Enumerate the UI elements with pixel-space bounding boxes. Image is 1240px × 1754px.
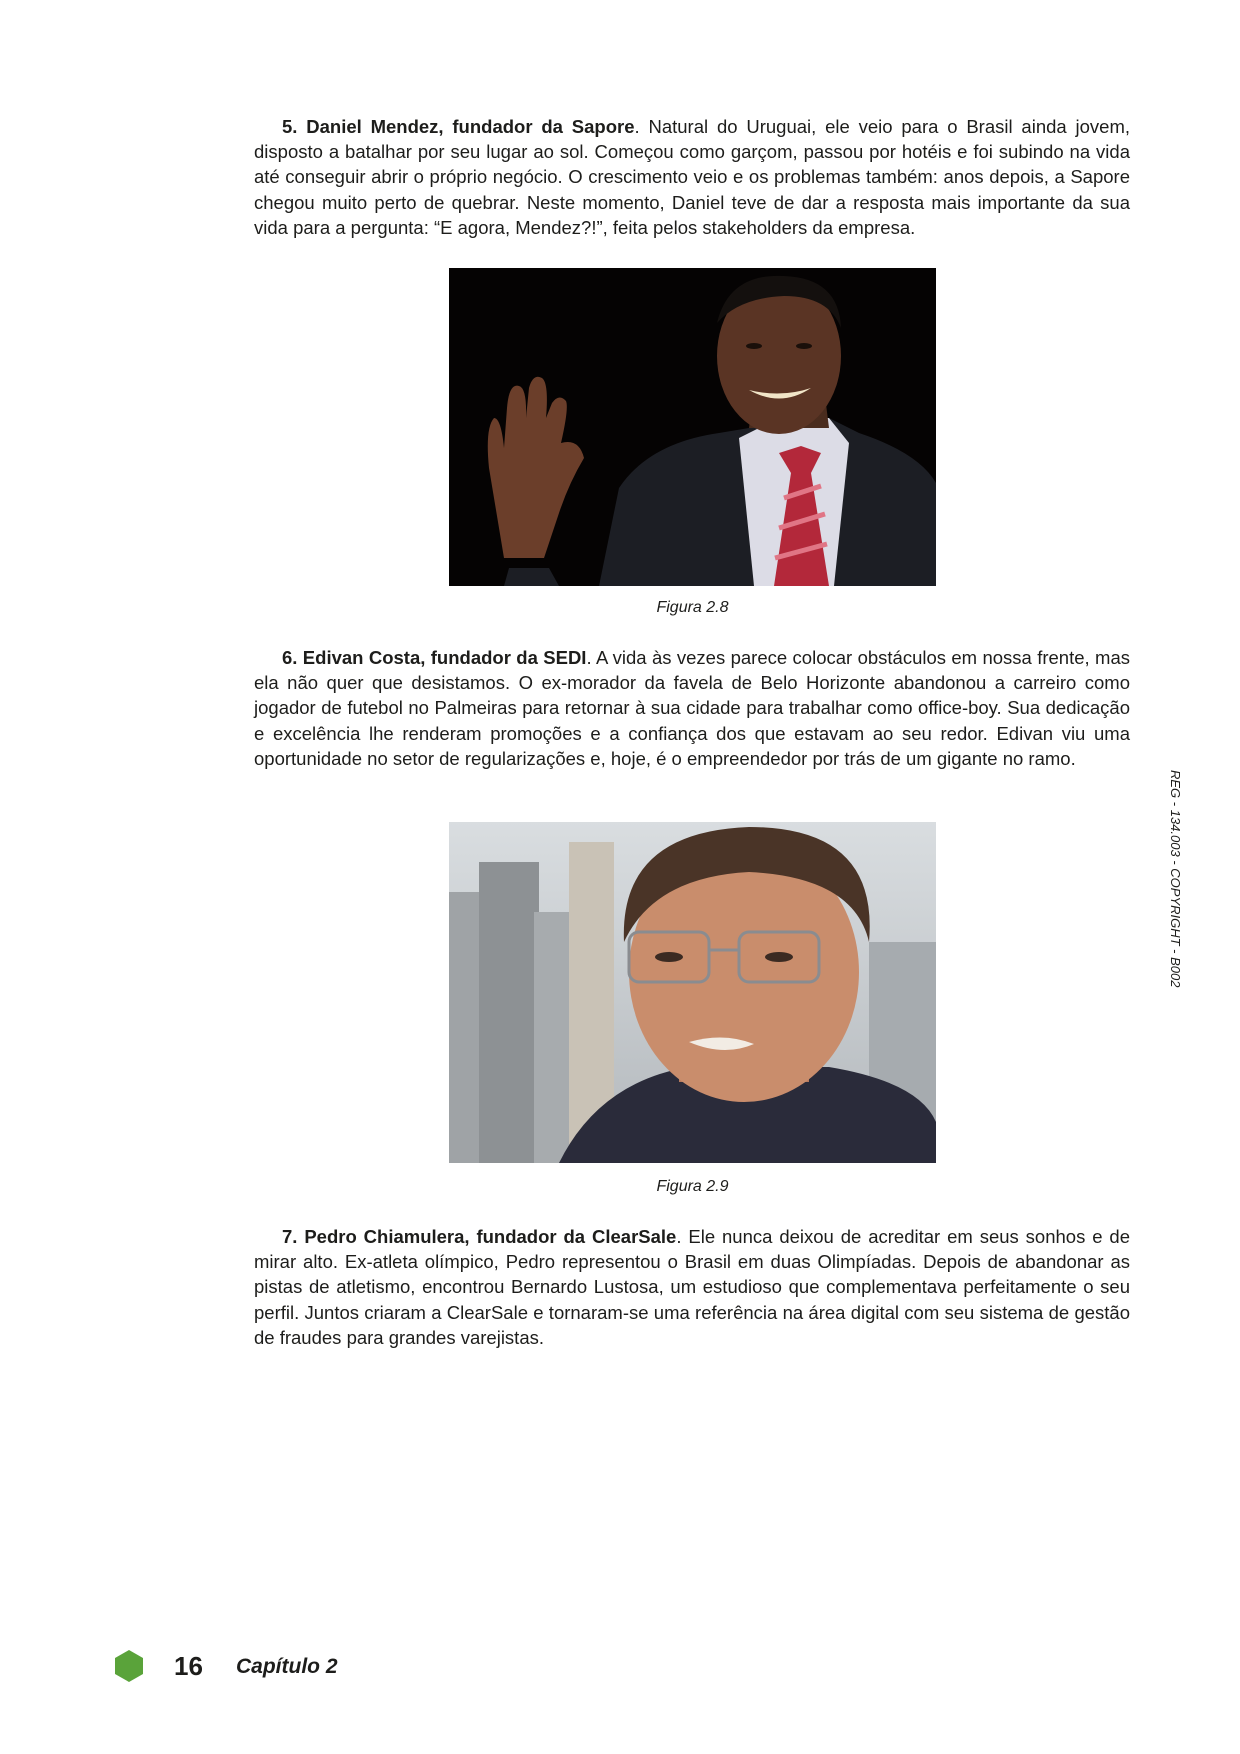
copyright-code-text: REG - 134.003 - COPYRIGHT - B002 bbox=[1168, 770, 1183, 988]
figure-caption: Figura 2.9 bbox=[656, 1178, 729, 1195]
section-daniel-mendez bbox=[254, 114, 1130, 240]
section-heading: 6. Edivan Costa, fundador da SEDI bbox=[282, 647, 587, 668]
section-body: . Natural do Uruguai, ele veio para o Brasil ainda jovem, disposto a batalhar por seu lugar ao sol. Começou como garçom, passou por hotéis e foi subindo na vida até conseguir abrir o próprio negócio. O crescimento veio e os problemas também: anos depois, a Sapore chegou muito perto de quebrar. Neste momento, Daniel teve de dar a resposta mais importante da sua vida para a pergunta: “E agora, Mendez?!”, feita pelos stakeholders da empresa. bbox=[254, 116, 1130, 238]
page-footer bbox=[114, 1646, 534, 1690]
section-heading: 7. Pedro Chiamulera, fundador da ClearSale bbox=[282, 1226, 677, 1247]
section-heading: 5. Daniel Mendez, fundador da Sapore bbox=[282, 116, 635, 137]
section-body: . A vida às vezes parece colocar obstáculos em nossa frente, mas ela não quer que desistamos. O ex-morador da favela de Belo Horizonte abandonou a carreiro como jogador de futebol no Palmeiras para retornar à sua cidade para trabalhar como office-boy. Sua dedicação e excelência lhe renderam promoções e a confiança dos que estavam ao seu redor. Edivan viu uma oportunidade no setor de regularizações e, hoje, é o empreendedor por trás de um gigante no ramo. bbox=[254, 647, 1130, 769]
section-edivan-costa bbox=[254, 645, 1130, 771]
figure-caption: Figura 2.8 bbox=[656, 599, 729, 616]
photo-daniel-mendez bbox=[449, 268, 936, 586]
photo-pedro-chiamulera bbox=[449, 822, 936, 1163]
hexagon-icon bbox=[114, 1650, 144, 1682]
copyright-side-code bbox=[1168, 770, 1192, 1010]
section-body: . Ele nunca deixou de acreditar em seus sonhos e de mirar alto. Ex-atleta olímpico, Pedro representou o Brasil em duas Olimpíadas. Depois de abandonar as pistas de atletismo, encontrou Bernardo Lustosa, um estudioso que complementava perfeitamente o seu perfil. Juntos criaram a ClearSale e tornaram-se uma referência na área digital com seu sistema de gestão de fraudes para grandes varejistas. bbox=[254, 1226, 1130, 1348]
section-pedro-chiamulera bbox=[254, 1224, 1130, 1350]
portrait-illustration bbox=[449, 268, 936, 586]
page-number: 16 bbox=[174, 1651, 203, 1681]
portrait-illustration bbox=[449, 822, 936, 1163]
chapter-label: Capítulo 2 bbox=[236, 1655, 338, 1678]
